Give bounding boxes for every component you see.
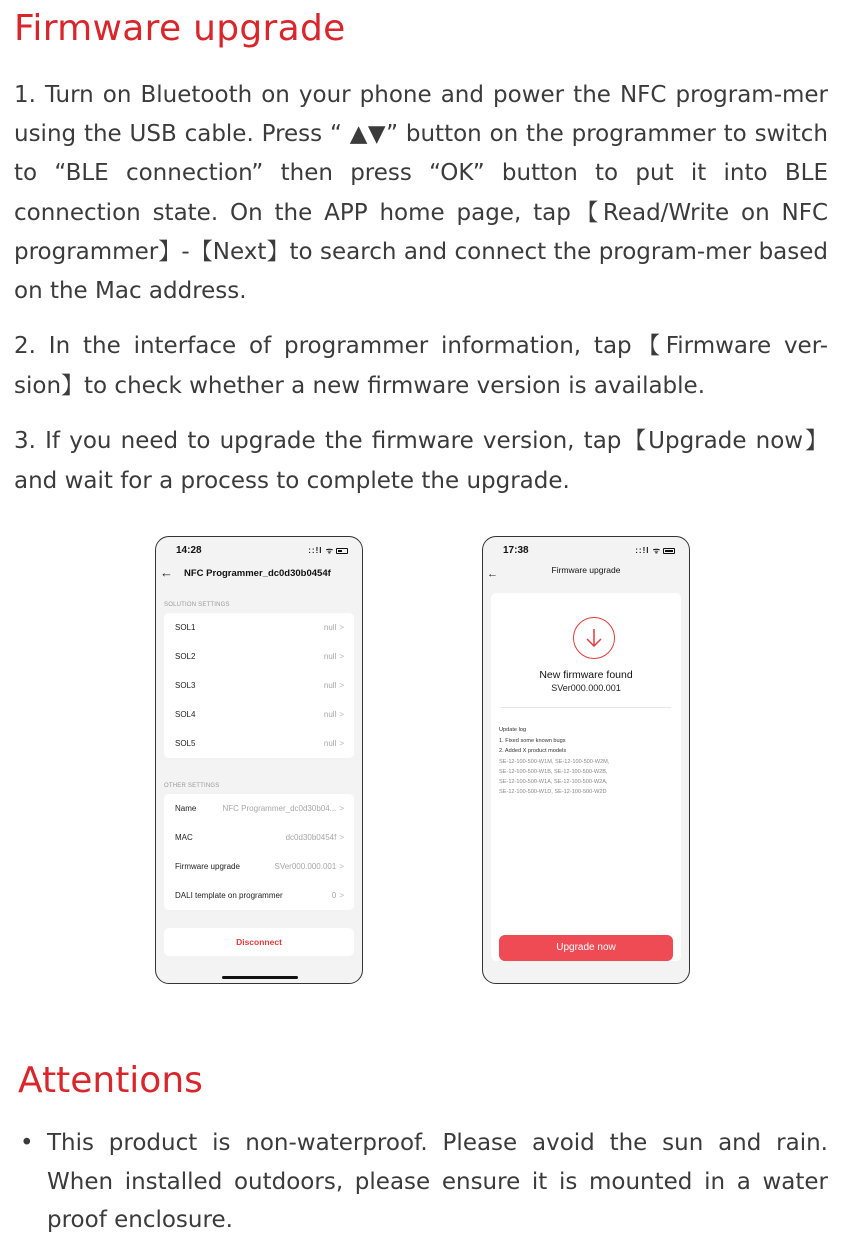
chevron-right-icon: > [339,833,344,842]
list-item[interactable] [164,852,354,881]
phone-screenshot-firmware-upgrade [482,536,690,984]
chevron-right-icon: > [339,739,344,748]
firmware-version: SVer000.000.001 [551,683,621,693]
step-3: 3. If you need to upgrade the firmware version, tap【Upgrade now】and wait for a process to complete the upgrade. [14,428,828,494]
nav-bar [160,565,358,585]
bullet-icon: • [20,1130,34,1156]
section-label-other: OTHER SETTINGS [164,783,220,789]
list-item[interactable] [164,613,354,642]
row-value: null [323,739,337,748]
row-value: null [323,681,337,690]
row-value: SVer000.000.001 [274,862,337,871]
firmware-card [491,593,681,961]
update-log-item: 2. Added X product models [499,748,567,754]
update-log [499,725,675,797]
back-arrow-icon[interactable]: ← [487,568,498,580]
battery-icon [663,548,675,554]
row-label: DALI template on programmer [175,891,283,900]
list-item[interactable] [164,794,354,823]
home-indicator [222,976,298,979]
status-bar [503,545,675,559]
row-label: SOL3 [175,681,196,690]
list-item[interactable] [164,823,354,852]
status-bar [176,545,348,559]
row-label: SOL4 [175,710,196,719]
row-label: SOL5 [175,739,196,748]
update-log-item: 1. Fixed some known bugs [499,737,566,744]
row-value: null [323,710,337,719]
row-value: dc0d30b0454f [285,833,337,842]
attention-text: This product is non-waterproof. Please avoid the sun and rain. When installed outdoors, please ensure it is mounted in a water proof enclosure. [47,1130,828,1233]
signal-icon: ::!l ᯤ [635,546,661,555]
model-line: SE-12-100-500-W1B, SE-12-100-500-W2B, [499,768,608,775]
chevron-right-icon: > [339,652,344,661]
chevron-right-icon: > [339,891,344,900]
signal-wifi-battery-icon [308,545,348,556]
disconnect-button[interactable]: Disconnect [164,928,354,956]
nav-title: NFC Programmer_dc0d30b0454f [184,568,331,579]
page-title: Firmware upgrade [14,8,346,49]
list-item[interactable] [164,671,354,700]
chevron-right-icon: > [339,862,344,871]
row-label: Firmware upgrade [175,862,240,871]
model-line: SE-12-100-500-W1M, SE-12-100-500-W2M, [499,758,610,765]
row-value: null [323,652,337,661]
model-line: SE-12-100-500-W1D, SE-12-100-500-W2D [499,788,607,795]
status-time: 17:38 [503,545,529,556]
phone-screenshot-programmer-info [155,536,363,984]
signal-wifi-battery-icon [635,545,675,556]
back-arrow-icon[interactable]: ← [160,565,173,580]
row-label: Name [175,804,197,813]
divider [501,707,671,708]
row-label: MAC [175,833,193,842]
row-label: SOL1 [175,623,196,632]
step-1: 1. Turn on Bluetooth on your phone and power the NFC program-mer using the USB cable. Press “ ▲▼” button on the programmer to switch to “BLE connection” then press “OK” button to put it into BLE connection state. On the APP home page, tap【Read/Write on NFC programmer】-【Next】to search and connect the program-mer based on the Mac address. [14,82,828,305]
battery-icon [336,548,348,554]
row-value: null [323,623,337,632]
other-settings-card [164,794,354,910]
update-log-title: Update log [499,727,527,733]
nav-title: Firmware upgrade [551,565,621,575]
row-label: SOL2 [175,652,196,661]
row-value: 0 [331,891,337,900]
upgrade-now-button[interactable]: Upgrade now [499,935,673,961]
list-item[interactable] [164,642,354,671]
solution-settings-card [164,613,354,758]
section-label-solution: SOLUTION SETTINGS [164,602,230,608]
row-value: NFC Programmer_dc0d30b04... [222,804,337,813]
nav-bar [487,565,685,585]
list-item[interactable] [164,881,354,910]
chevron-right-icon: > [339,623,344,632]
status-time: 14:28 [176,545,202,556]
step-2: 2. In the interface of programmer information, tap【Firmware ver-sion】to check whether a new firmware version is available. [14,333,828,399]
signal-icon: ::!l ᯤ [308,546,334,555]
new-firmware-title: New firmware found [539,669,633,681]
chevron-right-icon: > [339,681,344,690]
chevron-right-icon: > [339,710,344,719]
attentions-heading: Attentions [18,1060,203,1101]
model-line: SE-12-100-500-W1A, SE-12-100-500-W2A, [499,778,608,785]
download-icon [573,617,615,659]
list-item[interactable] [164,729,354,758]
list-item[interactable] [164,700,354,729]
chevron-right-icon: > [339,804,344,813]
